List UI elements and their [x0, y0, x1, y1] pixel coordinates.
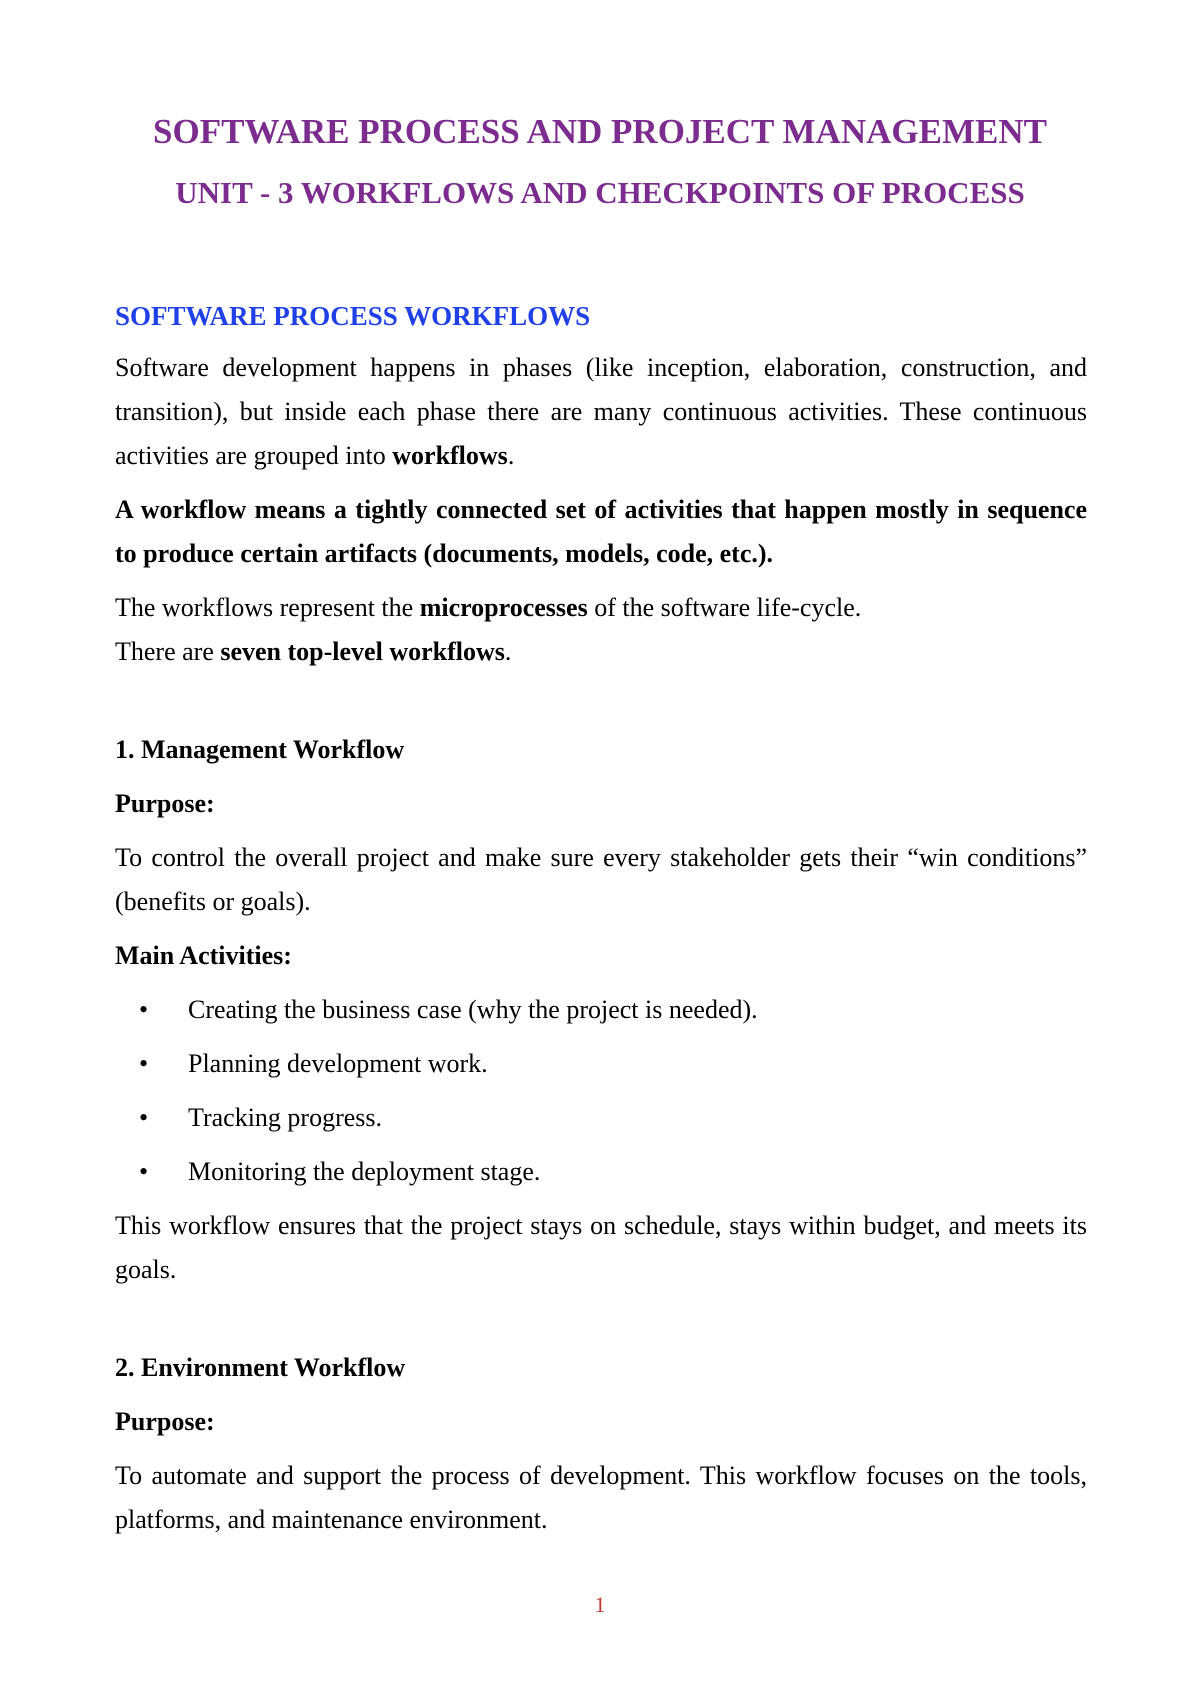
bullet-icon: •	[139, 1049, 149, 1078]
workflow-definition: A workflow means a tightly connected set of activities that happen mostly in sequence to produce certain artifacts (documents, models, code, etc.).	[115, 495, 1087, 568]
section-heading: SOFTWARE PROCESS WORKFLOWS	[115, 301, 591, 331]
list-item	[115, 988, 1087, 1032]
workflow-heading-management: 1. Management Workflow	[115, 735, 405, 764]
workflow-summary: This workflow ensures that the project stays on schedule, stays within budget, and meets its goals.	[115, 1211, 1087, 1284]
intro-text: Software development happens in phases (like inception, elaboration, construction, and transition), but inside each phase there are many continuous activities. These continuous activities are grouped into	[115, 353, 1087, 470]
seven-workflows-sentence	[115, 630, 1087, 674]
list-item	[115, 1042, 1087, 1086]
main-activities-label: Main Activities:	[115, 941, 292, 970]
intro-keyword: workflows	[392, 441, 508, 470]
intro-paragraph	[115, 346, 1087, 478]
document-title: SOFTWARE PROCESS AND PROJECT MANAGEMENT	[153, 112, 1047, 151]
seven-end: .	[504, 637, 512, 666]
purpose-text: To automate and support the process of development. This workflow focuses on the tools, platforms, and maintenance environment.	[115, 1461, 1087, 1534]
workflow-heading-environment: 2. Environment Workflow	[115, 1353, 406, 1382]
section-spacer	[115, 1302, 1087, 1346]
seven-keyword: seven top-level workflows	[220, 637, 505, 666]
list-item	[115, 1150, 1087, 1194]
microprocess-sentence	[115, 586, 1087, 630]
microprocess-keyword: microprocesses	[419, 593, 588, 622]
purpose-label: Purpose:	[115, 789, 215, 818]
unit-title: UNIT - 3 WORKFLOWS AND CHECKPOINTS OF PROCESS	[175, 175, 1025, 210]
list-item-text: Monitoring the deployment stage.	[188, 1157, 541, 1186]
list-item	[115, 1096, 1087, 1140]
intro-end: .	[507, 441, 515, 470]
section-spacer	[115, 684, 1087, 728]
list-item-text: Planning development work.	[188, 1049, 488, 1078]
page-number: 1	[594, 1592, 606, 1617]
activities-list	[115, 988, 1087, 1194]
document-body	[115, 294, 1087, 1552]
microprocess-end: of the software life-cycle.	[587, 593, 862, 622]
microprocess-text: The workflows represent the	[115, 593, 420, 622]
purpose-text: To control the overall project and make sure every stakeholder gets their “win conditions” (benefits or goals).	[115, 843, 1087, 916]
seven-text: There are	[115, 637, 221, 666]
list-item-text: Creating the business case (why the project is needed).	[188, 995, 758, 1024]
list-item-text: Tracking progress.	[188, 1103, 383, 1132]
purpose-label: Purpose:	[115, 1407, 215, 1436]
bullet-icon: •	[139, 995, 149, 1024]
bullet-icon: •	[139, 1103, 149, 1132]
bullet-icon: •	[139, 1157, 149, 1186]
